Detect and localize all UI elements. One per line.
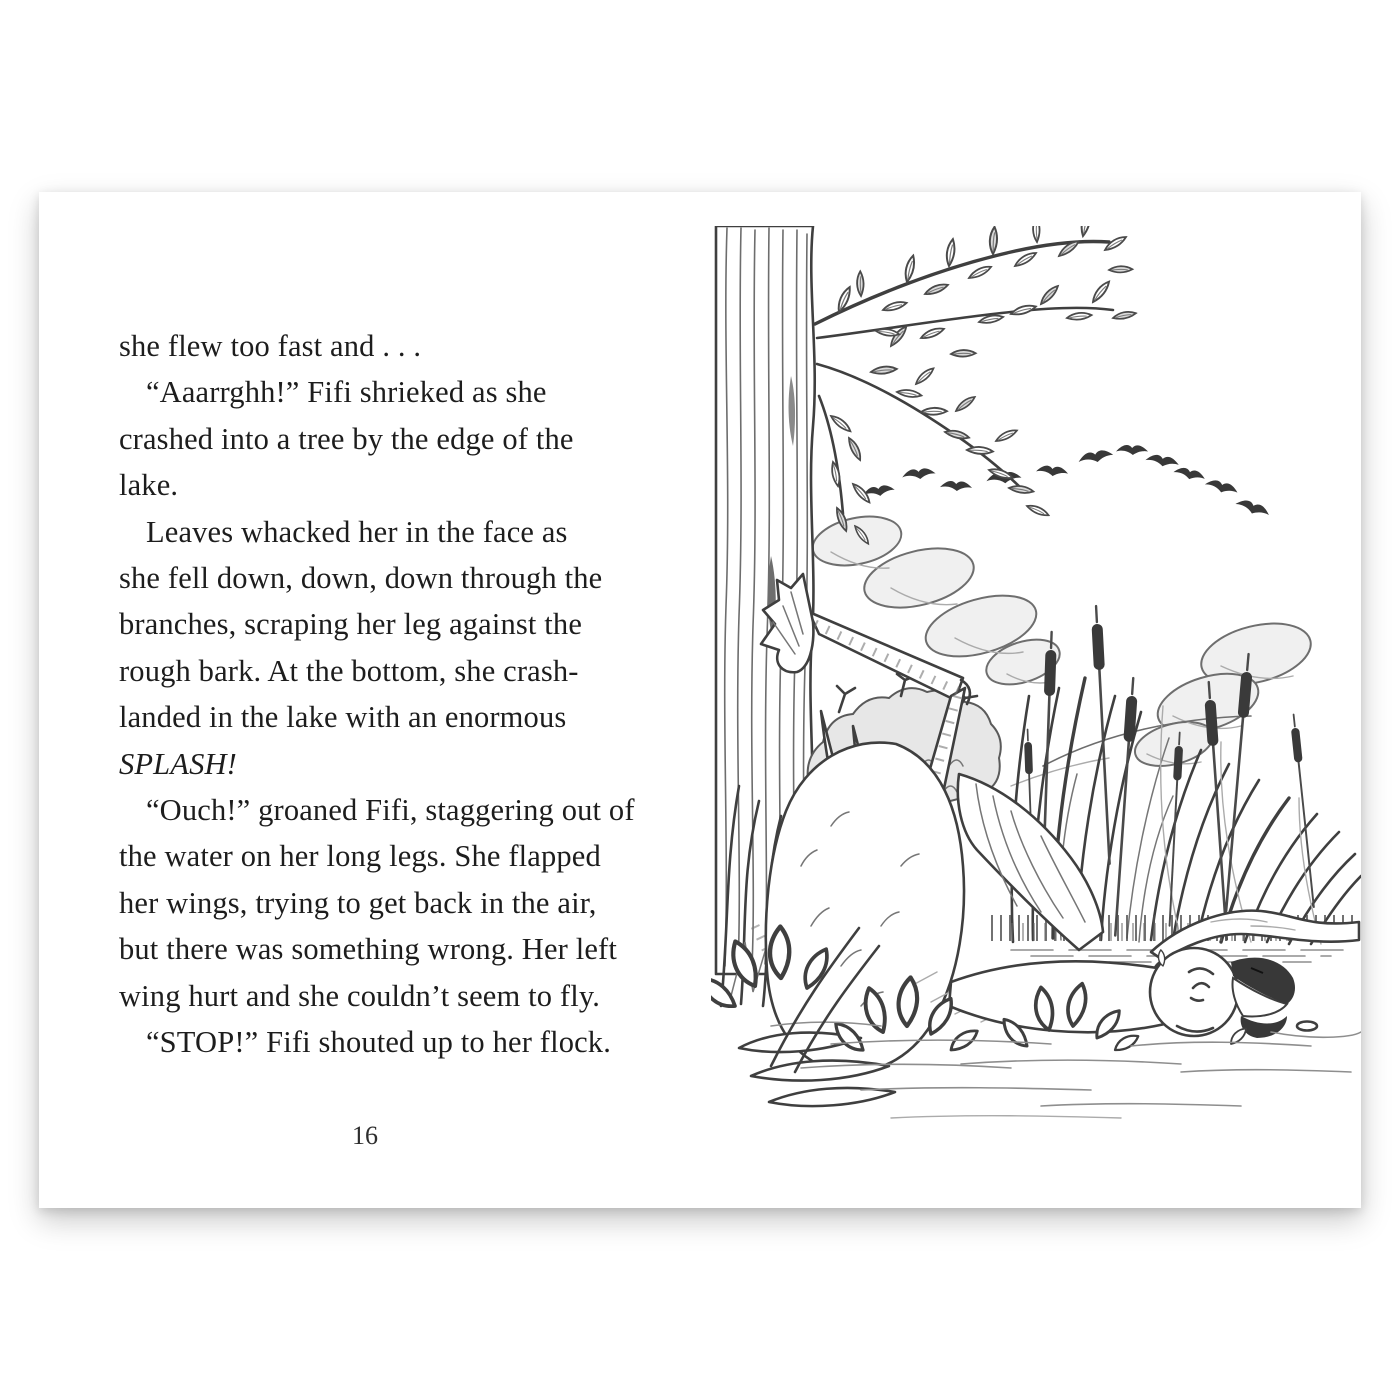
flamingo-head	[1150, 948, 1295, 1038]
story-line: branches, scraping her leg against the	[119, 607, 583, 642]
story-line: landed in the lake with an enormous	[119, 700, 567, 735]
book-page	[39, 192, 1361, 1208]
story-line: the water on her long legs. She flapped	[119, 839, 601, 874]
story-line: Leaves whacked her in the face as	[146, 514, 568, 549]
illustration	[711, 226, 1361, 1126]
story-line: rough bark. At the bottom, she crash-	[119, 653, 579, 688]
cloud-left	[808, 509, 1065, 693]
flamingo-beak	[1231, 958, 1295, 1038]
story-line: lake.	[119, 468, 179, 503]
story-line: “Ouch!” groaned Fifi, staggering out of	[146, 793, 635, 828]
tree-foliage	[815, 226, 1136, 545]
story-line: she flew too fast and . . .	[119, 329, 422, 363]
page-number: 16	[352, 1121, 378, 1150]
story-line: “STOP!” Fifi shouted up to her flock.	[146, 1025, 611, 1060]
cloud-right	[1130, 613, 1317, 773]
story-line: crashed into a tree by the edge of the	[119, 421, 574, 456]
story-line: her wings, trying to get back in the air,	[119, 885, 597, 920]
birds-flock	[862, 445, 1271, 520]
story-line: SPLASH!	[119, 746, 237, 781]
story-line: “Aaarrghh!” Fifi shrieked as she	[146, 375, 547, 410]
story-text	[119, 323, 694, 1066]
story-line: wing hurt and she couldn’t seem to fly.	[119, 978, 601, 1013]
story-line: she fell down, down, down through the	[119, 561, 603, 596]
story-line: but there was something wrong. Her left	[119, 932, 617, 967]
